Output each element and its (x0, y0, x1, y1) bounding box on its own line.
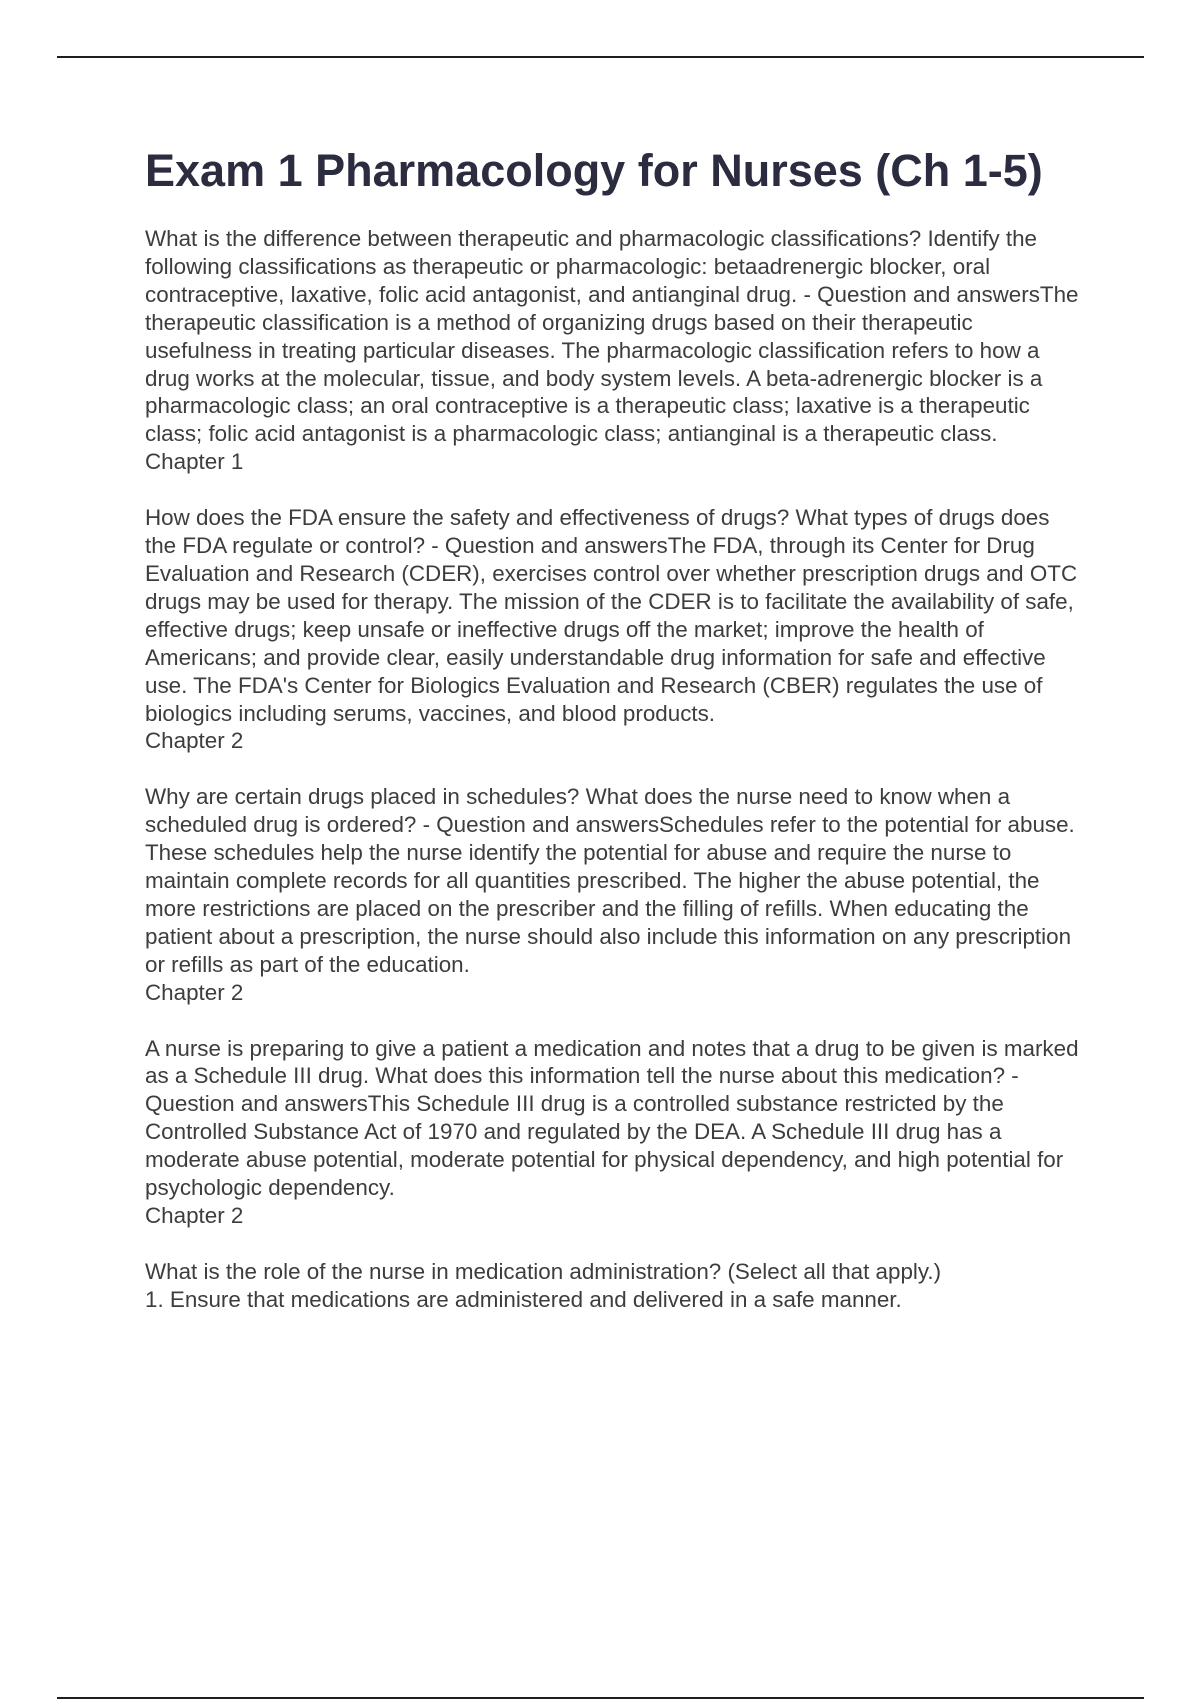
chapter-label: Chapter 2 (145, 728, 244, 754)
qa-question: What is the role of the nurse in medication administration? (Select all that apply.) (145, 1258, 942, 1284)
qa-text: Why are certain drugs placed in schedules? What does the nurse need to know when a scheduled drug is ordered? - Question and answersSchedules refer to the potential for abuse. These schedules help the nurse identify the potential for abuse and require the nurse to maintain complete records for all quantities prescribed. The higher the abuse potential, the more restrictions are placed on the prescriber and the filling of refills. When educating the patient about a prescription, the nurse should also include this information on any prescription or refills as part of the education. (145, 784, 1075, 977)
qa-entry (145, 783, 1085, 1006)
top-divider (57, 56, 1144, 58)
chapter-label: Chapter 2 (145, 979, 244, 1005)
chapter-label: Chapter 2 (145, 1203, 244, 1228)
qa-entry-last (145, 1258, 1085, 1314)
qa-text: A nurse is preparing to give a patient a medication and notes that a drug to be given is marked as a Schedule III drug. What does this information tell the nurse about this medication? - Question and answersThis Schedule III drug is a controlled substance restricted by the Controlled Substance Act of 1970 and regulated by the DEA. A Schedule III drug has a moderate abuse potential, moderate potential for physical dependency, and high potential for psychologic dependency. (145, 1035, 1079, 1201)
qa-entry (145, 504, 1085, 755)
qa-entry (145, 225, 1085, 476)
bottom-divider (57, 1697, 1144, 1699)
qa-option: 1. Ensure that medications are administered and delivered in a safe manner. (145, 1286, 902, 1312)
chapter-label: Chapter 1 (145, 449, 244, 475)
qa-text: What is the difference between therapeutic and pharmacologic classifications? Identify the following classifications as therapeutic or pharmacologic: betaadrenergic blocker, oral contraceptive, laxative, folic acid antagonist, and antianginal drug. - Question and answersThe therapeutic classification is a method of organizing drugs based on their therapeutic usefulness in treating particular diseases. The pharmacologic classification refers to how a drug works at the molecular, tissue, and body system levels. A beta-adrenergic blocker is a pharmacologic class; an oral contraceptive is a therapeutic class; laxative is a therapeutic class; folic acid antagonist is a pharmacologic class; antianginal is a therapeutic class. (145, 226, 1079, 447)
document-title: Exam 1 Pharmacology for Nurses (Ch 1-5) (145, 145, 1043, 196)
qa-text: How does the FDA ensure the safety and effectiveness of drugs? What types of drugs does the FDA regulate or control? - Question and answersThe FDA, through its Center for Drug Evaluation and Research (CDER), exercises control over whether prescription drugs and OTC drugs may be used for therapy. The mission of the CDER is to facilitate the availability of safe, effective drugs; keep unsafe or ineffective drugs off the market; improve the health of Americans; and provide clear, easily understandable drug information for safe and effective use. The FDA's Center for Biologics Evaluation and Research (CBER) regulates the use of biologics including serums, vaccines, and blood products. (145, 505, 1078, 726)
document-body (145, 142, 1085, 1342)
qa-entry (145, 1035, 1085, 1230)
